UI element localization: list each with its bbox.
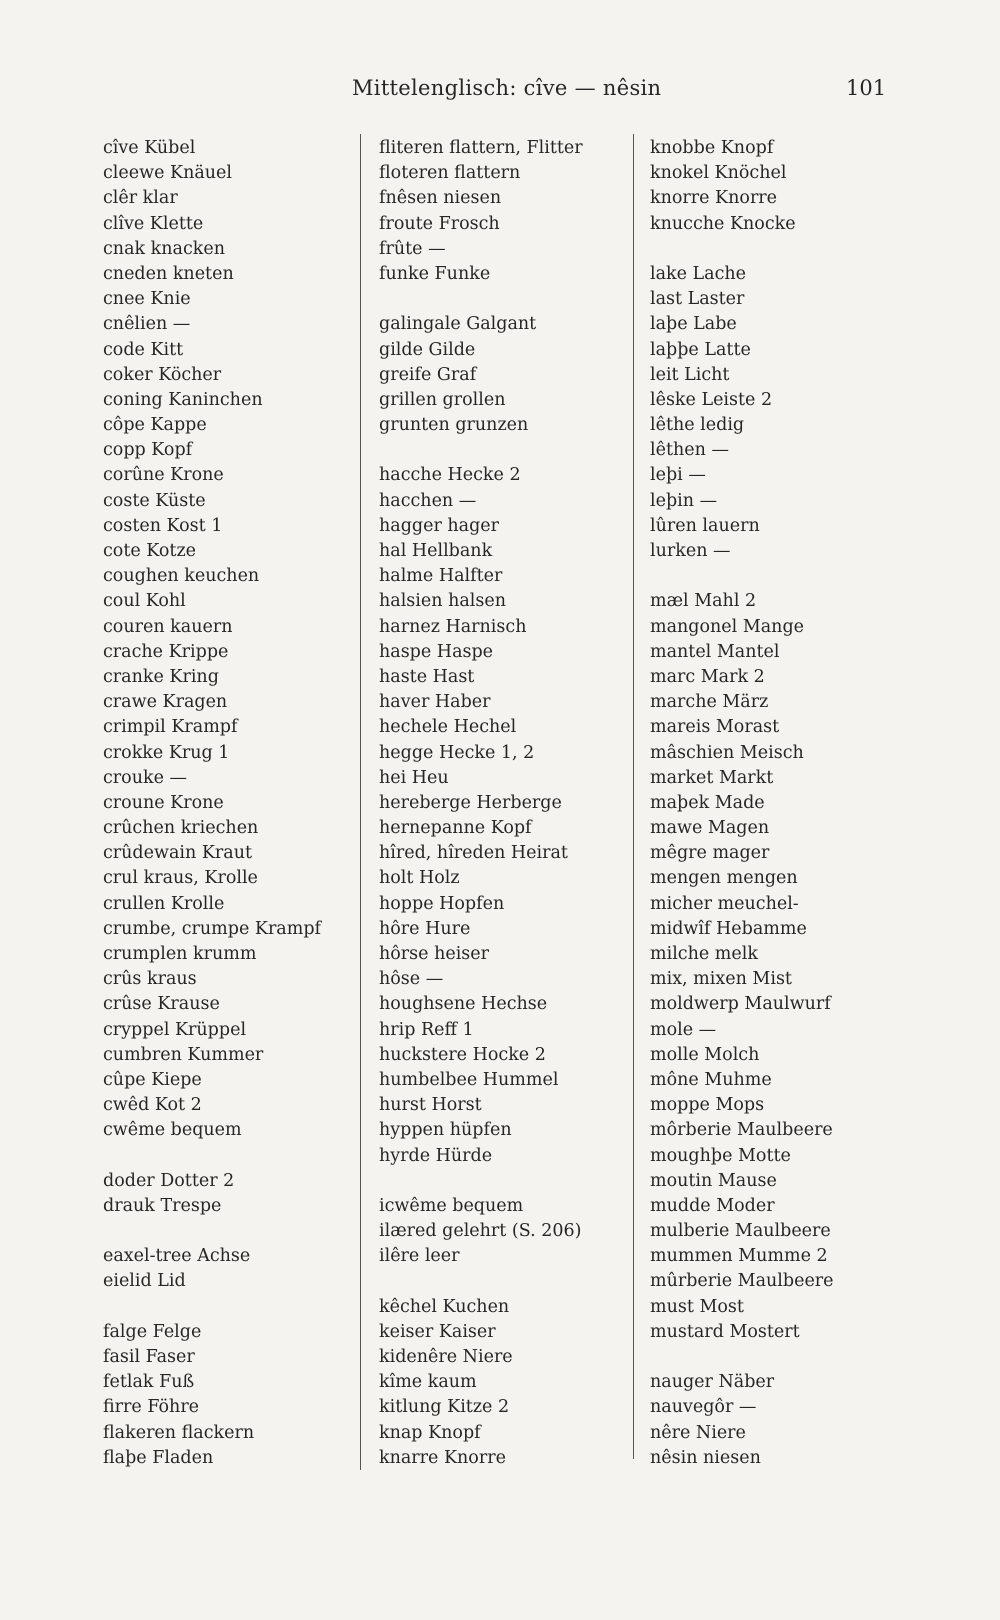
dictionary-entry: mareis Morast bbox=[650, 717, 780, 738]
dictionary-entry: hacche Hecke 2 bbox=[379, 465, 521, 486]
dictionary-entry: micher meuchel- bbox=[650, 893, 799, 914]
dictionary-entry: marc Mark 2 bbox=[650, 666, 765, 687]
dictionary-entry: cwêd Kot 2 bbox=[103, 1095, 202, 1116]
dictionary-entry: mulberie Maulbeere bbox=[650, 1221, 831, 1242]
dictionary-entry: crumplen krumm bbox=[103, 944, 257, 964]
dictionary-entry: grunten grunzen bbox=[379, 415, 529, 436]
dictionary-entry: ilæred gelehrt (S. 206) bbox=[379, 1221, 582, 1242]
dictionary-entry: lurken — bbox=[650, 541, 731, 561]
dictionary-entry: crawe Kragen bbox=[103, 692, 228, 713]
dictionary-entry: cnêlien — bbox=[103, 314, 191, 335]
dictionary-entry: code Kitt bbox=[103, 339, 184, 360]
dictionary-entry: crûse Krause bbox=[103, 994, 220, 1015]
dictionary-entry: hechele Hechel bbox=[379, 717, 517, 738]
dictionary-entry: crul kraus, Krolle bbox=[103, 868, 258, 889]
dictionary-entry: hernepanne Kopf bbox=[379, 818, 532, 839]
dictionary-entry: hagger hager bbox=[379, 515, 500, 536]
dictionary-entry: doder Dotter 2 bbox=[103, 1170, 235, 1191]
section-gap bbox=[379, 438, 583, 463]
running-head: Mittelenglisch: cîve — nêsin bbox=[352, 76, 662, 100]
dictionary-entry: cranke Kring bbox=[103, 666, 219, 687]
dictionary-entry: kitlung Kitze 2 bbox=[379, 1397, 510, 1418]
page-number: 101 bbox=[846, 76, 887, 100]
dictionary-entry: crûs kraus bbox=[103, 969, 197, 990]
dictionary-entry: gilde Gilde bbox=[379, 339, 476, 360]
dictionary-entry: nêsin niesen bbox=[650, 1447, 761, 1468]
dictionary-entry: copp Kopf bbox=[103, 440, 193, 461]
dictionary-entry: cîve Kübel bbox=[103, 138, 196, 158]
dictionary-entry: cryppel Krüppel bbox=[103, 1019, 247, 1040]
dictionary-entry: mangonel Mange bbox=[650, 616, 805, 637]
dictionary-entry: knokel Knöchel bbox=[650, 163, 787, 184]
dictionary-entry: halme Halfter bbox=[379, 566, 503, 587]
dictionary-entry: mantel Mantel bbox=[650, 641, 780, 662]
dictionary-entry: laþþe Latte bbox=[650, 339, 751, 360]
dictionary-entry: leit Licht bbox=[650, 364, 730, 385]
dictionary-entry: must Most bbox=[650, 1296, 744, 1317]
dictionary-entry: corûne Krone bbox=[103, 465, 224, 486]
dictionary-entry: fnêsen niesen bbox=[379, 188, 502, 209]
dictionary-entry: cnee Knie bbox=[103, 289, 191, 310]
dictionary-entry: hîred, hîreden Heirat bbox=[379, 843, 568, 864]
dictionary-entry: crumbe, crumpe Krampf bbox=[103, 918, 322, 939]
dictionary-entry: marche März bbox=[650, 692, 769, 713]
dictionary-entry: crûchen kriechen bbox=[103, 818, 259, 839]
dictionary-entry: mix, mixen Mist bbox=[650, 969, 792, 990]
dictionary-entry: humbelbee Hummel bbox=[379, 1069, 559, 1090]
dictionary-entry: côpe Kappe bbox=[103, 415, 207, 436]
dictionary-entry: môrberie Maulbeere bbox=[650, 1120, 833, 1141]
dictionary-entry: ilêre leer bbox=[379, 1246, 460, 1267]
dictionary-entry: mawe Magen bbox=[650, 818, 770, 839]
dictionary-entry: crokke Krug 1 bbox=[103, 742, 230, 763]
dictionary-entry: lêthen — bbox=[650, 440, 729, 461]
dictionary-entry: flaþe Fladen bbox=[103, 1447, 214, 1468]
dictionary-entry: coste Küste bbox=[103, 490, 206, 511]
dictionary-entry: mustard Mostert bbox=[650, 1321, 800, 1342]
dictionary-entry: last Laster bbox=[650, 289, 745, 310]
dictionary-entry: crache Krippe bbox=[103, 641, 229, 662]
dictionary-entry: froute Frosch bbox=[379, 213, 500, 234]
dictionary-entry: knorre Knorre bbox=[650, 188, 778, 209]
dictionary-entry: cwême bequem bbox=[103, 1120, 242, 1141]
dictionary-entry: coughen keuchen bbox=[103, 566, 260, 587]
dictionary-entry: couren kauern bbox=[103, 616, 233, 637]
dictionary-entry: nauger Näber bbox=[650, 1372, 775, 1393]
dictionary-entry: leþin — bbox=[650, 490, 718, 511]
dictionary-entry: hôrse heiser bbox=[379, 944, 489, 964]
dictionary-entry: coning Kaninchen bbox=[103, 389, 263, 410]
dictionary-entry: knucche Knocke bbox=[650, 213, 796, 234]
dictionary-entry: fetlak Fuß bbox=[103, 1372, 195, 1393]
dictionary-entry: crullen Krolle bbox=[103, 893, 225, 914]
dictionary-entry: mudde Moder bbox=[650, 1195, 775, 1216]
dictionary-entry: moppe Mops bbox=[650, 1095, 765, 1116]
dictionary-entry: houghsene Hechse bbox=[379, 994, 548, 1015]
dictionary-entry: hôre Hure bbox=[379, 918, 471, 939]
dictionary-entry: hei Heu bbox=[379, 767, 449, 788]
dictionary-entry: cneden kneten bbox=[103, 263, 234, 284]
dictionary-entry: hyrde Hürde bbox=[379, 1145, 493, 1166]
dictionary-entry: halsien halsen bbox=[379, 591, 506, 612]
dictionary-entry: hegge Hecke 1, 2 bbox=[379, 742, 535, 763]
dictionary-entry: crouke — bbox=[103, 767, 187, 788]
dictionary-entry: cumbren Kummer bbox=[103, 1044, 264, 1065]
dictionary-entry: lêske Leiste 2 bbox=[650, 389, 773, 410]
dictionary-entry: leþi — bbox=[650, 465, 706, 486]
dictionary-entry: huckstere Hocke 2 bbox=[379, 1044, 546, 1065]
dictionary-entry: clêr klar bbox=[103, 188, 178, 209]
dictionary-entry: galingale Galgant bbox=[379, 314, 537, 335]
entry-column-1 bbox=[103, 136, 321, 1471]
dictionary-entry: hal Hellbank bbox=[379, 541, 493, 561]
dictionary-entry: mêgre mager bbox=[650, 843, 770, 864]
section-gap bbox=[103, 1144, 321, 1169]
dictionary-entry: hrip Reff 1 bbox=[379, 1019, 474, 1040]
dictionary-entry: fasil Faser bbox=[103, 1347, 195, 1367]
dictionary-entry: hôse — bbox=[379, 969, 444, 990]
dictionary-entry: moldwerp Maulwurf bbox=[650, 994, 831, 1015]
dictionary-entry: mæl Mahl 2 bbox=[650, 591, 757, 612]
dictionary-entry: kidenêre Niere bbox=[379, 1347, 513, 1367]
dictionary-entry: floteren flattern bbox=[379, 163, 521, 184]
dictionary-entry: firre Föhre bbox=[103, 1397, 200, 1418]
dictionary-entry: mûrberie Maulbeere bbox=[650, 1271, 834, 1292]
entry-column-2 bbox=[379, 136, 583, 1471]
dictionary-entry: milche melk bbox=[650, 944, 758, 964]
dictionary-entry: haste Hast bbox=[379, 666, 475, 687]
dictionary-entry: lake Lache bbox=[650, 263, 747, 284]
dictionary-entry: funke Funke bbox=[379, 263, 491, 284]
dictionary-entry: hoppe Hopfen bbox=[379, 893, 505, 914]
dictionary-entry: cnak knacken bbox=[103, 238, 226, 259]
dictionary-entry: crimpil Krampf bbox=[103, 717, 238, 738]
dictionary-entry: clîve Klette bbox=[103, 213, 204, 234]
dictionary-entry: flakeren flackern bbox=[103, 1422, 255, 1443]
dictionary-entry: midwîf Hebamme bbox=[650, 918, 807, 939]
dictionary-entry: harnez Harnisch bbox=[379, 616, 527, 637]
dictionary-entry: market Markt bbox=[650, 767, 774, 788]
dictionary-entry: kêchel Kuchen bbox=[379, 1296, 510, 1317]
section-gap bbox=[650, 564, 834, 589]
column-divider bbox=[633, 134, 634, 1459]
dictionary-entry: crûdewain Kraut bbox=[103, 843, 253, 864]
dictionary-entry: mole — bbox=[650, 1019, 717, 1040]
dictionary-entry: moutin Mause bbox=[650, 1170, 777, 1191]
dictionary-entry: cote Kotze bbox=[103, 541, 197, 561]
section-gap bbox=[103, 1219, 321, 1244]
dictionary-entry: holt Holz bbox=[379, 868, 460, 889]
column-divider bbox=[360, 134, 361, 1470]
dictionary-entry: hacchen — bbox=[379, 490, 477, 511]
dictionary-entry: kîme kaum bbox=[379, 1372, 477, 1393]
dictionary-entry: falge Felge bbox=[103, 1321, 202, 1342]
dictionary-entry: molle Molch bbox=[650, 1044, 760, 1065]
dictionary-entry: costen Kost 1 bbox=[103, 515, 223, 536]
section-gap bbox=[103, 1295, 321, 1320]
dictionary-entry: eielid Lid bbox=[103, 1271, 186, 1292]
dictionary-entry: eaxel-tree Achse bbox=[103, 1246, 251, 1267]
dictionary-entry: nêre Niere bbox=[650, 1422, 746, 1443]
dictionary-entry: coker Köcher bbox=[103, 364, 222, 385]
dictionary-entry: mummen Mumme 2 bbox=[650, 1246, 828, 1267]
entry-column-3 bbox=[650, 136, 834, 1471]
dictionary-entry: mône Muhme bbox=[650, 1069, 772, 1090]
section-gap bbox=[650, 1345, 834, 1370]
dictionary-entry: mengen mengen bbox=[650, 868, 798, 889]
dictionary-entry: keiser Kaiser bbox=[379, 1321, 496, 1342]
dictionary-entry: knobbe Knopf bbox=[650, 138, 774, 158]
dictionary-entry: fliteren flattern, Flitter bbox=[379, 138, 583, 158]
dictionary-entry: moughþe Motte bbox=[650, 1145, 791, 1166]
dictionary-entry: maþek Made bbox=[650, 792, 765, 813]
dictionary-entry: coul Kohl bbox=[103, 591, 186, 612]
dictionary-entry: lêthe ledig bbox=[650, 415, 745, 436]
dictionary-entry: drauk Trespe bbox=[103, 1195, 222, 1216]
dictionary-entry: nauvegôr — bbox=[650, 1397, 757, 1418]
section-gap bbox=[379, 1169, 583, 1194]
dictionary-entry: icwême bequem bbox=[379, 1195, 524, 1216]
dictionary-entry: knap Knopf bbox=[379, 1422, 481, 1443]
dictionary-entry: greife Graf bbox=[379, 364, 477, 385]
dictionary-entry: hurst Horst bbox=[379, 1095, 482, 1116]
section-gap bbox=[650, 237, 834, 262]
dictionary-entry: lûren lauern bbox=[650, 515, 760, 536]
dictionary-entry: frûte — bbox=[379, 238, 446, 259]
dictionary-entry: haspe Haspe bbox=[379, 641, 494, 662]
dictionary-entry: laþe Labe bbox=[650, 314, 737, 335]
dictionary-entry: mâschien Meisch bbox=[650, 742, 804, 763]
dictionary-entry: haver Haber bbox=[379, 692, 491, 713]
dictionary-entry: hereberge Herberge bbox=[379, 792, 562, 813]
dictionary-entry: knarre Knorre bbox=[379, 1447, 506, 1468]
dictionary-entry: cûpe Kiepe bbox=[103, 1069, 202, 1090]
dictionary-entry: croune Krone bbox=[103, 792, 224, 813]
dictionary-entry: grillen grollen bbox=[379, 389, 506, 410]
section-gap bbox=[379, 287, 583, 312]
section-gap bbox=[379, 1269, 583, 1294]
dictionary-entry: cleewe Knäuel bbox=[103, 163, 233, 184]
dictionary-entry: hyppen hüpfen bbox=[379, 1120, 512, 1141]
